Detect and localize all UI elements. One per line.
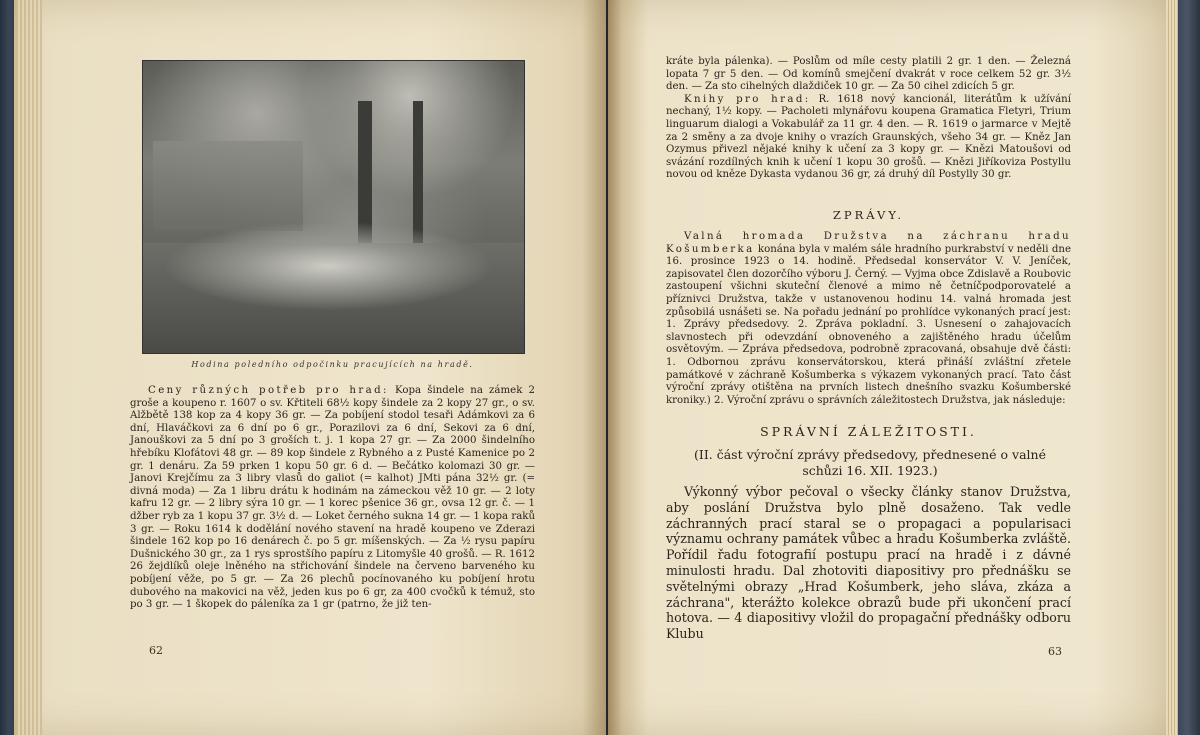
books-heading: Knihy pro hrad:	[684, 93, 811, 105]
report-subtitle: (II. část výroční zprávy předsedovy, přednesené o valné schůzi 16. XII. 1923.)	[694, 447, 1046, 478]
prices-paragraph: Kopa šindele na zámek 2 groše a koupeno r. 1607 o sv. Křtiteli 68½ kopy šindele za 2 kopy 27 gr., o sv. Alžbětě 138 kop za 4 kopy 36 gr. — Za pobíjení stodol tesaři Adámkovi za 6 dní, Hlaváčkovi za 6 dní po 6 gr., Porazilovi za 6 dní, Sekovi za 6 dní, Janouškovi za 5 dní po 3 groších t. j. 1 kopa 27 gr. — Za 2000 šindelního hřebíku Klofátovi 48 gr. — 89 kop šindele z Rybného a z Pusté Kamenice po 2 gr. 1 denáru. Za 59 prken 1 kopu 50 gr. 6 d. — Bečátko kolomazi 30 gr. — Janovi Krejčímu za 3 libry vlasů do galiot (= kalhot) JMti pána 32½ gr. (= divná moda) — Za 1 libru drátu k hodinám na zámeckou věž 10 gr. — 2 loty kafru 12 gr. — 2 libry sýra 10 gr. — 1 korec pšenice 36 gr., ovsa 12 gr. č. — 1 džber ryb za 1 kopu 37 gr. 3½ d. — Loket černého sukna 14 gr. — 1 kopa raků 3 gr. — Roku 1614 k dodělání nového stavení na hradě koupeno ve Zderazi šindele 162 kop po 16 denárech č. po 5 gr. míšenských. — Za ½ rysu papíru Dušnického 30 gr., za 1 rys sprostšího papíru z Litomyšle 40 grošů. — R. 1612 26 žejdlíků oleje lněného na střichování šindele na červeno barveného ku pobíjení věže, po 5 gr. — Za 26 plechů pocínovaného ku pobíjení hrotu dubového na makovici na věž, jeden kus po 6 gr, za 400 cvočků k témuž, sto po 3 gr. — 1 škopek do páleníka za 1 gr (patrno, že již ten-	[130, 385, 535, 611]
prices-continued: kráte byla pálenka). — Poslům od míle cesty platili 2 gr. 1 den. — Železná lopata 7 gr 5 den. — Od komínů smejčení dvakrát v roce celkem 52 gr. 3½ den. — Za sto cihelných dlaždiček 10 gr. — Za 50 cihel zdicích 5 gr.	[666, 56, 1071, 93]
photograph-rest-at-castle	[142, 60, 525, 354]
report-body	[666, 484, 1071, 642]
zpravy-heading: ZPRÁVY.	[832, 208, 905, 222]
zpravy-text	[666, 231, 1071, 407]
page-number-right: 63	[1048, 645, 1062, 658]
page-edges-right	[1166, 0, 1178, 735]
report-paragraph: Výkonný výbor pečoval o všecky články stanov Družstva, aby poslání Družstva bylo plně dosaženo. Tak vedle záchranných prací staral se o propagaci a popularisaci významu ochrany památek vůbec a hradu Košumberka zvláště. Pořídil řadu fotografií postupu prací na hradě i z dávné minulosti hradu. Dal zhotoviti diapositivy pro přednášku se světelnými obrazy „Hrad Košumberk, jeho sláva, zkáza a záchrana", kterážto kolekce obrazů bude při ukončení prací hotova. — 4 diapositivy vložil do propagační přednášky odboru Klubu	[666, 484, 1071, 642]
left-body-text	[130, 385, 535, 612]
general-assembly-heading: Valná hromada Družstva na záchranu hradu Košumberka	[666, 231, 1071, 255]
books-paragraph: R. 1618 nový kancionál, literátům k užívání nechaný, 1½ kopy. — Pacholeti mlynářovu koupena Gramatica Fletyri, Trium linguarum dialogi a Vokabulář za 11 gr. 4 den. — R. 1619 o jarmarce v Mejtě za 2 směny a za dvoje knihy o vrazích Graunských, všeho 34 gr. — Kněz Jan Ozymus přivezl nějaké knihy k učení za 3 kopy gr. — Knězi Matoušovi od svázání rozdílných knih k učení 1 kopu 30 grošů. — Knězi Jiříkoviza Postyllu novou od kněze Dykasta vydanou 36 gr, zá druhý díl Postylly 30 gr.	[666, 93, 1071, 181]
page-edges-left	[16, 0, 42, 735]
photo-caption: Hodina poledního odpočinku pracujících na hradě.	[191, 360, 474, 369]
spravni-heading: SPRÁVNÍ ZÁLEŽITOSTI.	[760, 424, 977, 439]
prices-heading: Ceny různých potřeb pro hrad:	[148, 385, 389, 396]
general-assembly-paragraph: konána byla v malém sále hradního purkrabství v neděli dne 16. prosince 1923 o 14. hodině. Předsedal konservátor V. V. Jeníček, zapisovatel člen dozorčího výboru J. Černý. — Vyjma obce Zdislavě a Roubovic zastoupení všichni skuteční členové a mimo ně četníčpodporovatelé a příznivci Družstva, takže v ustanovenou hodinu 14. valná hromada jest způsobilá usnášeti se. Na pořadu jednání po prohlídce vykonaných prací jest: 1. Zprávy předsedovy. 2. Zpráva pokladní. 3. Usnesení o zahajovacích slavnostech při odevzdání obnoveného a zajištěného hradu účelům osvětovým. — Zpráva předsedova, podrobně zpracovaná, obsahuje dvě části: 1. Odbornou zprávu konservátorskou, která přináší zvláštní zřetele památkové v záchraně Košumberka s výkazem vykonaných prací. Tato část výroční zprávy otištěna na prvních listech dnešního svazku Košumberské kroniky.) 2. Výroční zprávu o správních záležitostech Družstva, jak následuje:	[666, 243, 1071, 406]
page-number-left: 62	[149, 644, 163, 657]
right-top-text	[666, 56, 1071, 182]
resting-workers	[163, 221, 493, 311]
